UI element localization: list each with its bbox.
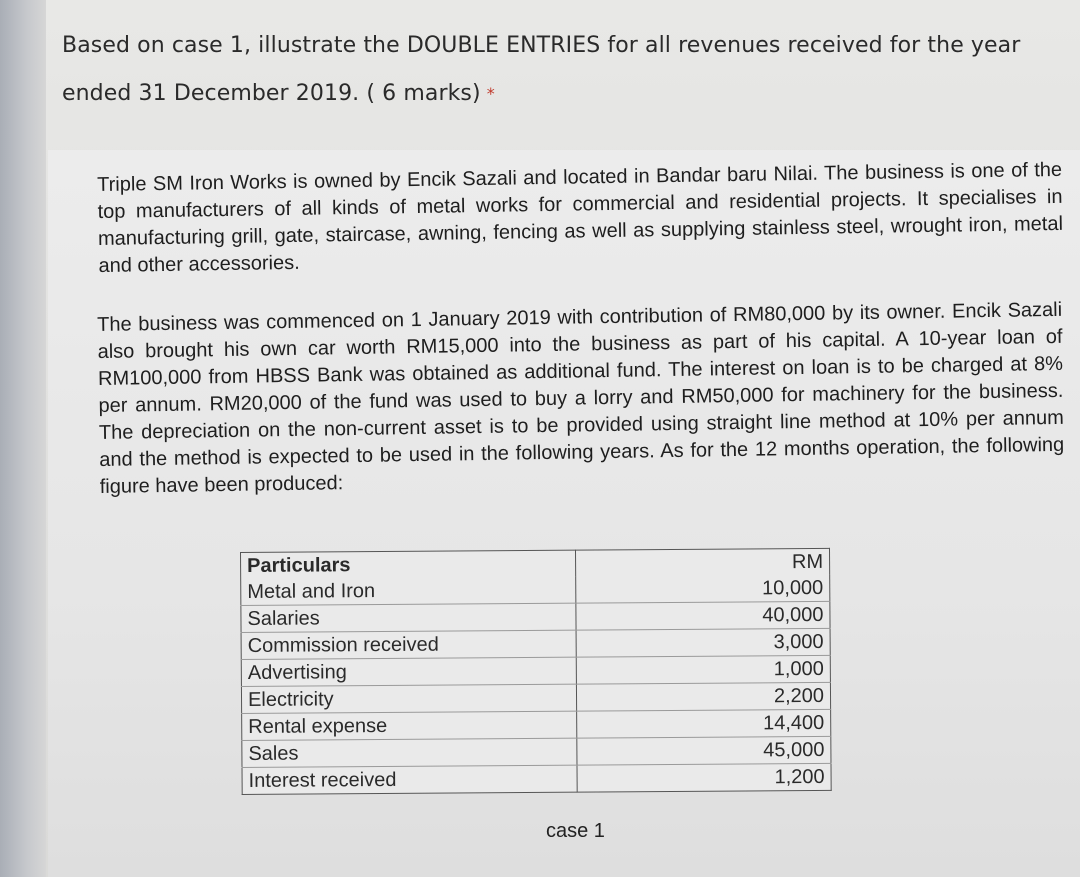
table-cell-value: 10,000 xyxy=(575,575,829,603)
table-row xyxy=(241,601,830,632)
table-cell-value: 1,200 xyxy=(577,763,831,792)
table-row xyxy=(241,655,830,686)
required-asterisk: * xyxy=(486,84,495,103)
table-cell-label: Interest received xyxy=(242,765,577,794)
table-row xyxy=(242,736,831,767)
table-header-rm: RM xyxy=(575,548,829,576)
table-row xyxy=(241,575,830,606)
question-text: Based on case 1, illustrate the DOUBLE ENTRIES for all revenues received for the year ended 31 December 2019. ( 6 marks) xyxy=(62,33,1021,106)
table-cell-value: 2,200 xyxy=(576,682,830,711)
table-cell-label: Rental expense xyxy=(242,711,577,740)
table-cell-label: Sales xyxy=(242,738,577,767)
screen-bezel xyxy=(0,0,46,877)
table-row xyxy=(241,682,830,713)
table-cell-label: Advertising xyxy=(241,657,576,686)
table-header-particulars: Particulars xyxy=(241,550,576,579)
table-cell-value: 14,400 xyxy=(576,709,830,738)
case-paragraph-intro: Triple SM Iron Works is owned by Encik Sazali and located in Bandar baru Nilai. The business is one of the top manufacturers of all kinds of metal works for commercial and residential projects. It specialises in manufacturing grill, gate, staircase, awning, fencing as well as supplying stainless steel, wrought iron, metal and other accessories. xyxy=(97,158,1064,277)
table-cell-label: Salaries xyxy=(241,603,576,632)
table-cell-value: 1,000 xyxy=(576,655,830,684)
question-prompt xyxy=(62,22,1062,118)
table-row xyxy=(241,628,830,659)
table-row xyxy=(242,763,831,794)
table-row xyxy=(242,709,831,740)
table-cell-label: Electricity xyxy=(241,684,576,713)
table-cell-value: 3,000 xyxy=(576,628,830,657)
case-caption: case 1 xyxy=(546,820,605,842)
figures-table xyxy=(240,548,832,795)
table-cell-label: Metal and Iron xyxy=(241,577,576,606)
table-header-row xyxy=(241,548,830,579)
table-cell-label: Commission received xyxy=(241,630,576,659)
table-cell-value: 40,000 xyxy=(576,601,830,630)
case-paragraph-details: The business was commenced on 1 January 2019 with contribution of RM80,000 by its owner. Encik Sazali also brought his own car worth RM15,000 into the business as part of his capital. A 10-year loan of RM100,000 from HBSS Bank was obtained as additional fund. The interest on loan is to be charged at 8% per annum. RM20,000 of the fund was used to buy a lorry and RM50,000 for machinery for the business. The depreciation on the non-current asset is to be provided using straight line method at 10% per annum and the method is expected to be used in the following years. As for the 12 months operation, the following figure have been produced: xyxy=(97,298,1065,498)
table-cell-value: 45,000 xyxy=(577,736,831,765)
